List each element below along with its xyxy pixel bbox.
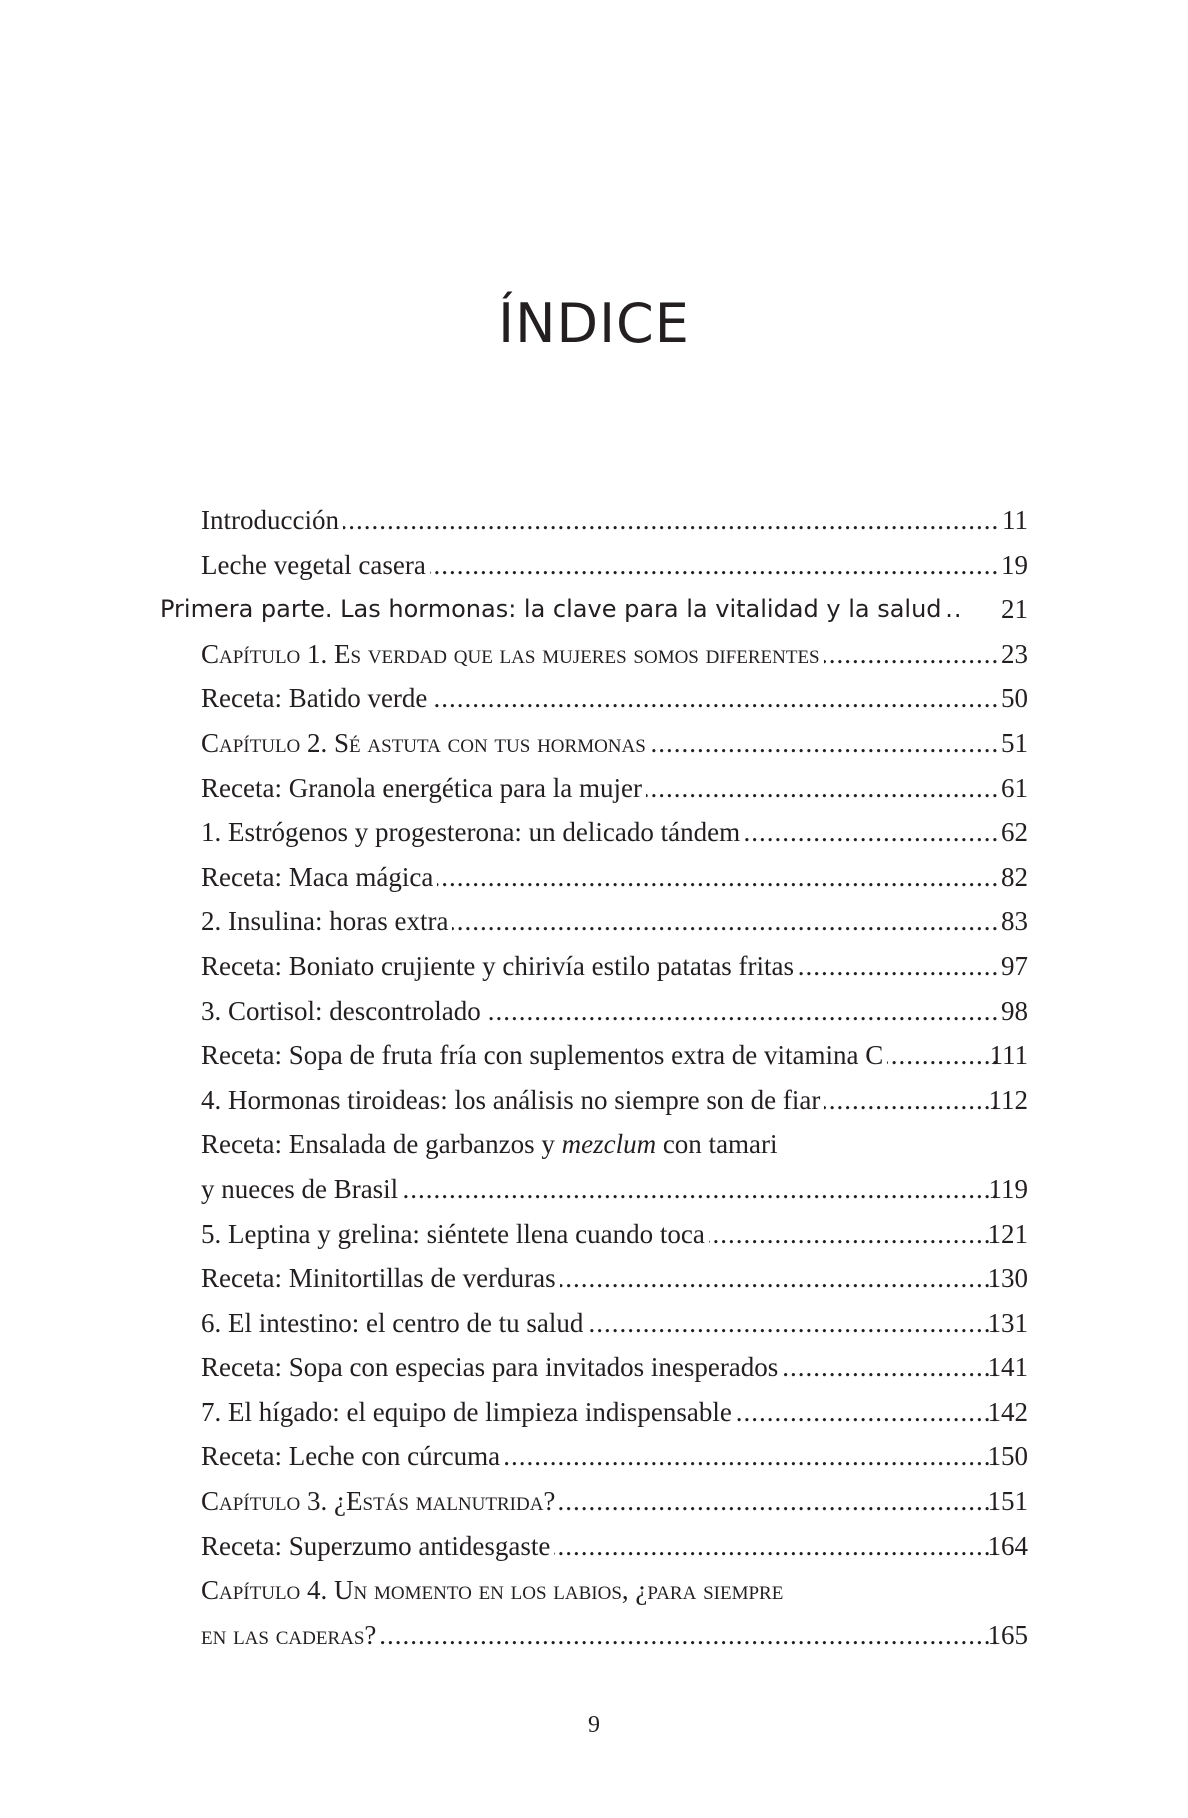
toc-part-label: Primera parte. Las hormonas: la clave para la vitalidad y la salud xyxy=(160,595,946,623)
toc-entry-line2 xyxy=(160,1167,1028,1212)
toc-entry-label: Receta: Minitortillas de verduras xyxy=(201,1263,560,1293)
toc-entry-label: 7. El hígado: el equipo de limpieza indispensable xyxy=(201,1397,736,1427)
toc-entry xyxy=(160,1345,1028,1390)
toc-entry-label-part: Receta: Ensalada de garbanzos y xyxy=(201,1129,562,1160)
toc-entry-label: Receta: Sopa de fruta fría con suplementos extra de vitamina C xyxy=(201,1040,887,1070)
toc-entry-label: Leche vegetal casera xyxy=(201,550,430,580)
page-title: ÍNDICE xyxy=(498,292,690,355)
toc-entry-label: Receta: Sopa con especias para invitados inesperados xyxy=(201,1352,782,1382)
toc-entry-page: 119 xyxy=(988,1173,1028,1204)
toc-entry xyxy=(160,1033,1028,1078)
toc-entry-label: 5. Leptina y grelina: siéntete llena cuando toca xyxy=(201,1219,709,1249)
toc-entry-page: 62 xyxy=(1001,817,1028,848)
toc-entry-page: 21 xyxy=(1001,594,1028,625)
toc-entry xyxy=(160,810,1028,855)
toc-entry xyxy=(160,1524,1028,1569)
toc-chapter-label: Capítulo 4. Un momento en los labios, ¿para siempre xyxy=(201,1575,787,1605)
toc-entry xyxy=(160,855,1028,900)
toc-entry-label-part: con tamari xyxy=(656,1129,778,1160)
toc-entry-page: 112 xyxy=(988,1084,1028,1115)
toc-entry-page: 142 xyxy=(987,1396,1028,1427)
toc-entry-page: 121 xyxy=(987,1218,1028,1249)
toc-entry xyxy=(160,1301,1028,1346)
toc-entry-label: Receta: Batido verde xyxy=(201,683,431,713)
toc-entry-line1 xyxy=(160,1568,1028,1613)
toc-chapter-label-continued: en las caderas? xyxy=(201,1620,380,1650)
toc-entry xyxy=(160,766,1028,811)
toc-entry-label-continued: y nueces de Brasil xyxy=(201,1174,402,1204)
toc-entry-label: Receta: Superzumo antidesgaste xyxy=(201,1531,554,1561)
toc-entry-page: 11 xyxy=(1002,505,1028,535)
toc-entry xyxy=(160,1434,1028,1479)
toc-chapter-label: Capítulo 3. ¿Estás malnutrida? xyxy=(201,1486,559,1516)
toc-entry-page: 165 xyxy=(987,1619,1028,1650)
toc-entry-page: 61 xyxy=(1001,772,1028,803)
toc-entry xyxy=(160,899,1028,944)
toc-entry-page: 98 xyxy=(1001,995,1028,1026)
toc-entry-label: 2. Insulina: horas extra xyxy=(201,906,452,936)
toc-entry-label: 4. Hormonas tiroideas: los análisis no siempre son de fiar xyxy=(201,1085,824,1115)
toc-entry-page: 83 xyxy=(1001,906,1028,937)
toc-entry-label: Receta: Granola energética para la mujer xyxy=(201,773,646,803)
toc-entry xyxy=(160,1479,1028,1524)
toc-entry xyxy=(160,543,1028,588)
toc-entry-label: Receta: Maca mágica xyxy=(201,862,437,892)
toc-entry-label-italic: mezclum xyxy=(561,1129,657,1160)
toc-entry xyxy=(160,721,1028,766)
toc-entry-page: 19 xyxy=(1001,549,1028,580)
toc-part-heading xyxy=(160,587,1028,632)
toc-entry-page: 150 xyxy=(987,1441,1028,1472)
toc-entry-label: Receta: Boniato crujiente y chirivía estilo patatas fritas xyxy=(201,951,798,981)
toc-entry-label: Receta: Leche con cúrcuma xyxy=(201,1441,504,1471)
toc-entry-page: 82 xyxy=(1001,861,1028,892)
toc-entry-page: 141 xyxy=(987,1352,1028,1383)
toc-entry xyxy=(160,1212,1028,1257)
toc-entry-page: 23 xyxy=(1001,638,1028,669)
toc-entry-page: 130 xyxy=(987,1263,1028,1294)
toc-chapter-label: Capítulo 2. Sé astuta con tus hormonas xyxy=(201,728,650,758)
toc-entry xyxy=(160,632,1028,677)
toc-entry xyxy=(160,498,1028,543)
toc-entry-label: 1. Estrógenos y progesterona: un delicado tándem xyxy=(201,817,744,847)
toc-entry xyxy=(160,1390,1028,1435)
toc-entry-line2 xyxy=(160,1613,1028,1658)
toc-entry xyxy=(160,1078,1028,1123)
toc-entry xyxy=(160,989,1028,1034)
toc-entry-page: 131 xyxy=(987,1307,1028,1338)
toc-entry-label: 6. El intestino: el centro de tu salud xyxy=(201,1308,587,1338)
toc-entry-label xyxy=(201,1129,782,1159)
toc-entry-page: 97 xyxy=(1001,950,1028,981)
toc-entry-page: 164 xyxy=(987,1530,1028,1561)
toc-chapter-label: Capítulo 1. Es verdad que las mujeres somos diferentes xyxy=(201,639,824,669)
toc-entry-line1 xyxy=(160,1122,1028,1167)
toc-entry-page: 50 xyxy=(1001,683,1028,714)
page-number: 9 xyxy=(588,1712,600,1738)
toc-entry-page: 111 xyxy=(989,1040,1028,1071)
toc-entry-label: 3. Cortisol: descontrolado xyxy=(201,996,485,1026)
toc-entry xyxy=(160,1256,1028,1301)
table-of-contents xyxy=(160,498,1028,1657)
toc-entry xyxy=(160,944,1028,989)
toc-entry xyxy=(160,676,1028,721)
toc-entry-page: 151 xyxy=(987,1486,1028,1517)
toc-entry-label: Introducción xyxy=(201,505,343,535)
toc-entry-page: 51 xyxy=(1001,727,1028,758)
